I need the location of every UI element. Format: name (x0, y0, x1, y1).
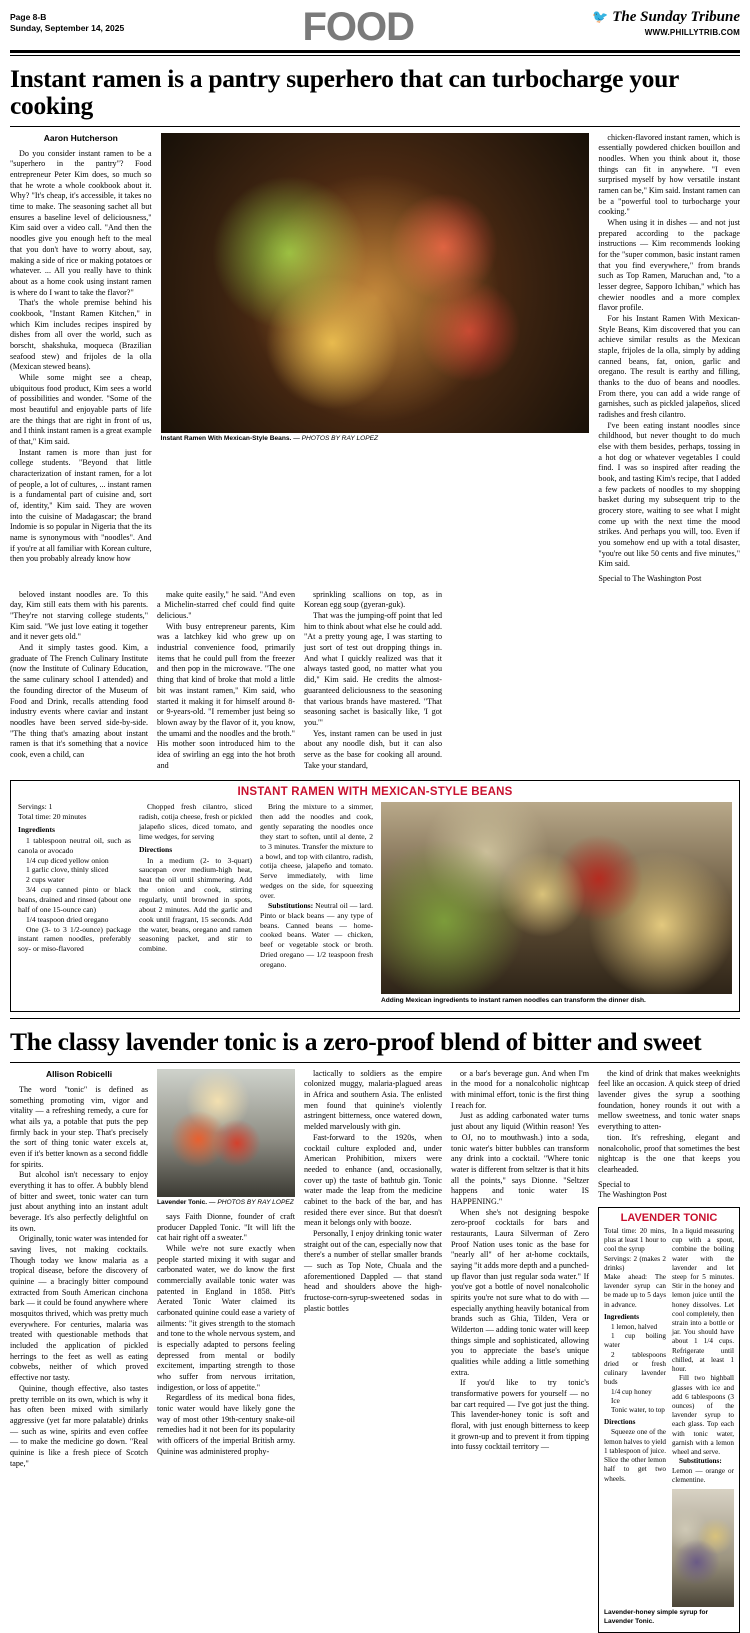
story1-photo-block (161, 133, 590, 585)
story2-col4 (451, 1069, 589, 1633)
page-label: Page 8-B (10, 12, 47, 22)
story1-caption (161, 433, 590, 444)
recipe-total-time: Total time: 20 minutes (18, 812, 87, 822)
masthead (10, 5, 740, 49)
paragraph: Quinine, though effective, also tastes pretty terrible on its own, which is why it has often been mixed with similarly aggressive (yet far more palatable) drinks — such as wine, spirits and even coffee — to make the medicine go down. "Real quinine is like a fresh piece of Scotch tape," (10, 1383, 148, 1468)
story2-col2-text (157, 1212, 295, 1457)
substitutions (260, 901, 373, 970)
tonic-make-ahead: Make ahead: The lavender syrup can be made up to 5 days in advance. (604, 1272, 666, 1309)
story2-col3 (304, 1069, 442, 1633)
paragraph: says Faith Dionne, founder of craft producer Dappled Tonic. "It will lift the cat hair right off a sweater." (157, 1211, 295, 1243)
story1-special-credit: Special to The Washington Post (598, 574, 702, 584)
story2-col1 (10, 1069, 148, 1633)
story1-lower-grid (10, 590, 740, 771)
masthead-right (592, 8, 740, 37)
tonic-servings: Servings: 2 (makes 2 drinks) (604, 1254, 666, 1272)
website-url[interactable]: WWW.PHILLYTRIB.COM (644, 28, 740, 37)
ingredient-item: 1/4 cup honey (611, 1387, 652, 1396)
paragraph: Instant ramen is more than just for college students. "Beyond that little characterization of instant ramen, for a lot of people, a lot of cultures, ... instant ramen is a fundamental part of cuisine and, sort of, identity," Kim said. They are woven into the cuisine of Madagascar; the brand Indomie is so popular in Nigeria that the its name is synonymous with "noodles". And if you're at all familiar with Korean culture, then you probably already know how (10, 447, 152, 564)
story1-photo (161, 133, 590, 433)
story2-headline: The classy lavender tonic is a zero-proof blend of bitter and sweet (10, 1027, 702, 1057)
paragraph: While we're not sure exactly when people started mixing it with sugar and carbonated water, we do know the first commercially available tonic water was patented in England in 1858. Pitt's Aerated Tonic Water claimed its carbonated quinine could ease a variety of ailments: "it gives strength to the stomach and tone to the whole nervous system, and is especially adapted to persons feeling depressed from mental or bodily excitement, imparting strength to those who suffer from nervous irritation, indigestion, or loss of appetite." (157, 1243, 295, 1392)
ingredient-item: Ice (611, 1396, 620, 1405)
paragraph: Fast-forward to the 1920s, when cocktail culture exploded and, under American Prohibition, mixers were needed to enhance (and, occasionally, cover up) the taste of bathtub gin. Tonic water made the leap from the medicine cabinet to the back of the bar, and has resided there ever since. But that doesn't mean it belongs only with booze. (304, 1132, 442, 1228)
recipe-inner (18, 802, 732, 1005)
tonic-col-1 (604, 1227, 666, 1607)
story1-top-grid (10, 133, 740, 585)
section-title-wrap (124, 5, 592, 49)
paragraph: Personally, I enjoy drinking tonic water straight out of the can, especially now that there's a number of stellar smaller brands — such as Top Note, Chuala and the aforementioned Dappled — that stand head and shoulders above the high-fructose-corn-syrup-sweetened sodas in plastic bottles (304, 1228, 442, 1313)
paragraph: For his Instant Ramen With Mexican-Style Beans, Kim discovered that you can achieve similar results as the Mexican staple, frijoles de la olla, simply by adding canned beans, fat, onion, garlic and oregano. The result is earthy and filling, thanks to the duo of beans and noodles. From there, you can add a wide range of garnishes, such as pickled jalapeños, sliced radishes and fresh cilantro. (598, 313, 741, 420)
tonic-total-time: Total time: 20 mins, plus at least 1 hour to cool the syrup (604, 1226, 666, 1254)
recipe-box-ramen (10, 780, 740, 1012)
story2-grid (10, 1069, 740, 1633)
recipe-col-2 (139, 802, 252, 1005)
tonic-photo (672, 1489, 734, 1607)
ingredient-item: One (3- to 3 1/2-ounce) package instant ramen noodles, preferably soy- or miso-flavored (18, 924, 131, 954)
paper-name: The Sunday Tribune (612, 9, 740, 25)
paragraph: Do you consider instant ramen to be a "superhero in the pantry"? Food entrepreneur Peter Kim does, so much so that he wrote a whole cookbook about it. Why? "It's cheap, it's accessible, it takes no time to make. The seasoning sachet all but ensures a baseline level of deliciousness," Kim said over a video call. "And then the noodles give you enough heft to the meal that you don't have to worry about, say, making a side of rice or making potatoes or whatever. ... All you really have to think about as a home cook using instant ramen is where do I want to take the flavor?" (10, 148, 152, 297)
paragraph: While some might see a cheap, ubiquitous food product, Kim sees a world of possibilities and wonder. "Some of the most beautiful and enjoyable parts of life are the things that are right in front of us, and I think instant ramen is a great example of that," Kim said. (10, 372, 152, 446)
paragraph: And it simply tastes good. Kim, a graduate of The French Culinary Institute (now the Institute of Culinary Education, the same culinary school I attended) and the founding director of the Museum of Food and Drink, recalls attending food industry events where caviar and instant noodles have been served side-by-side. "The thing that's amazing about instant ramen is that it's something that a novice cook, even a child, can (10, 643, 148, 759)
paragraph: lactically to soldiers as the empire colonized muggy, malaria-plagued areas in Africa and southern Asia. The enlisted men found that quinine's violently astringent bitterness, once watered down, melded marvelously with gin. (304, 1068, 442, 1132)
ingredient-item: 3/4 cup canned pinto or black beans, drained and rinsed (about one half of one 15-ounce can) (18, 885, 131, 914)
substitutions-label: Substitutions: (268, 900, 314, 910)
paragraph: That's the whole premise behind his cookbook, "Instant Ramen Kitchen," in which Kim includes recipes inspired by dishes from all over the world, such as borscht, shakshuka, moqueca (Brazilian seafood stew) and frijoles de la olla (Mexican stewed beans). (10, 298, 152, 372)
ingredient-item: 1 garlic clove, thinly sliced (26, 865, 109, 875)
story2-special-credit-1: Special to (598, 1179, 631, 1189)
story2-caption (157, 1197, 295, 1208)
paragraph: The word "tonic" is defined as something promoting vim, vigor and vitality — a refreshing remedy, a cure for what ails ya, a potable that puts the pep firmly back in your step. That's precisely the sort of thing tonic water excels at, even if it's better known as a second fiddle for spirits. (10, 1085, 148, 1169)
paragraph: sprinkling scallions on top, as in Korean egg soup (gyeran-guk). (304, 589, 442, 610)
paragraph: When she's not designing bespoke zero-proof cocktails for bars and restaurants, Laura Silverman of Zero Proof Nation uses tonic as the base for "nearly all" of her at-home cocktails, saying "it adds more depth and a punched-up flavor than just regular soda water." If you've got a bottle of novel nonalcoholic spirits you're not sure what to do with — especially anything heavily botanical from brands such as Ghia, Tilden, Vera or Wilderton — adding tonic water will keep things simple and sophisticated, allowing you to appreciate the base's unique qualities while adding a little something extra. (451, 1207, 589, 1377)
ingredient-item: Chopped fresh cilantro, sliced radish, cotija cheese, fresh or pickled jalapeño slices, diced tomato, and lime wedges, for serving (139, 802, 252, 841)
substitutions-text: Neutral oil — lard. Pinto or black beans — any type of beans. Canned beans — home-cooked beans. Water — chicken, beef or vegetable stock or broth. Dried oregano — 1/2 teaspoon fresh oregano. (260, 900, 373, 969)
story2-rule (10, 1062, 740, 1063)
tonic-substitutions (672, 1457, 734, 1485)
direction-step: Squeeze one of the lemon halves to yield 1 tablespoon of juice. Slice the other lemon half to get two wheels. (604, 1428, 666, 1483)
story2-figure (157, 1069, 295, 1208)
ingredient-item: Tonic water, to top (611, 1406, 665, 1415)
paragraph: But alcohol isn't necessary to enjoy everything it has to offer. A bubbly blend of bitter and sweet, tonic water can turn just about anything into an instant adult beverage. It's also perfectly delightful on its own. (10, 1170, 148, 1233)
story2-col5 (598, 1069, 740, 1633)
tonic-ingredients-heading: Ingredients (604, 1312, 640, 1321)
direction-step: In a liquid measuring cup with a spout, combine the boiling water with the lavender and let steep for 5 minutes. Stir in the honey and lemon juice until the honey dissolves. Let cool completely, then strain into a bottle or jar. You should have about 1 1/4 cups. Refrigerate until chilled, at least 1 hour. (672, 1226, 734, 1374)
story2-col2 (157, 1069, 295, 1633)
masthead-left (10, 8, 124, 35)
ingredient-item: 2 cups water (26, 875, 65, 885)
ingredient-item: 1 cup boiling water (604, 1332, 666, 1350)
paragraph: When using it in dishes — and not just prepared according to the package instructions — Kim recommends looking for the "super common, basic instant ramen that you find everywhere," from brands such as Top Ramen, Maruchan and, "to a lesser degree, Sapporo Ichiban," which has chewier noodles and a more complex flavor profile. (598, 217, 741, 313)
story1-lower-spacer2 (598, 590, 736, 771)
paragraph: Regardless of its medical bona fides, tonic water would have likely gone the way of most other 19th-century snake-oil remedies had it not been for its popularity with officers of the imperial British army. Quinine was administered prophy- (157, 1393, 295, 1456)
eagle-icon: 🐦 (592, 9, 609, 24)
masthead-rule (10, 50, 740, 53)
paragraph: tion. It's refreshing, elegant and nonalcoholic, proof that sometimes the best nightcap is the one that keeps you clearheaded. (598, 1132, 740, 1174)
photo-credit: — PHOTOS BY RAY LOPEZ (291, 435, 379, 443)
paragraph: Originally, tonic water was intended for saving lives, not making cocktails. Though today we know malaria as a tropical disease, before the discovery of quinine — a bracingly bitter compound extracted from South American cinchona bark — it could be found anywhere where mosquitos thrived, which was pretty much everywhere. For centuries, malaria was treated with questionable methods that included the application of pickled herrings to the feet as well as eating cobwebs, neither of which proved effective nor tasty. (10, 1234, 148, 1383)
paragraph: Just as adding carbonated water turns just about any liquid (Within reason! Yes to OJ, no to mouthwash.) into a soda, tonic water's bitter bubbles can transform any drink into a cocktail. "Where tonic water is different from seltzer is that it hits all the points," says Dionne. "Seltzer happens and tonic water IS HAPPENING." (451, 1111, 589, 1206)
paragraph: With busy entrepreneur parents, Kim was a latchkey kid who grew up on industrial convenience food, primarily items that he could pull from the freezer and then pop in the microwave. "The one thing that kind of broke that mold a little bit was instant ramen," Kim said, who started it making it for himself around 8- or 9-years-old. "I remember just being so blown away by the flavor of it, you know, the umami and the noodles and the broth." His mother soon introduced him to the idea of swirling an egg into the hot broth and (157, 621, 295, 770)
paragraph: Yes, instant ramen can be used in just about any noodle dish, but it can also serve as the base for cooking all around. Take your standard, (304, 728, 442, 770)
tonic-cols (604, 1227, 734, 1607)
story2-byline: Allison Robicelli (45, 1068, 113, 1079)
ingredient-item: 2 tablespoons dried or fresh culinary lavender buds (604, 1350, 666, 1387)
section-title: FOOD (302, 5, 414, 49)
paper-nameplate (592, 10, 740, 25)
paragraph: That was the jumping-off point that led him to think about what else he could add. "At a pretty young age, I was starting to just sort of test out dropping things in. And what I quickly realized was that it always tasted good, no matter what you did," Kim said. He credits the almost-guaranteed deliciousness to the seasoning that various brands have mastered. "That seasoning sachet is basically like, 'I got you.'" (304, 611, 442, 727)
story2-top-rule (10, 1018, 740, 1019)
story1-col4 (598, 133, 740, 585)
story1-figure (161, 133, 590, 444)
direction-step: Bring the mixture to a simmer, then add the noodles and cook, gently separating the noodles once they start to soften, until al dente, 2 to 3 minutes. Transfer the mixture to a bowl, and top with cilantro, radish, cotija cheese, jalapeño and tomato. Serve immediately, with lime wedges on the side, for squeezing over. (260, 802, 373, 900)
recipe-box-tonic (598, 1207, 740, 1633)
substitutions-text: Lemon — orange or clementine. (672, 1466, 734, 1484)
recipe-photo-caption: Adding Mexican ingredients to instant ramen noodles can transform the dinner dish. (381, 996, 646, 1004)
masthead-rule-thin (10, 55, 740, 56)
issue-date: Sunday, September 14, 2025 (10, 23, 125, 34)
story1-byline: Aaron Hutcherson (43, 132, 118, 143)
tonic-photo-caption: Lavender-honey simple syrup for Lavender Tonic. (604, 1609, 709, 1626)
tonic-recipe-title: LAVENDER TONIC (620, 1211, 718, 1224)
tonic-col-2 (672, 1227, 734, 1607)
ingredient-item: 1 lemon, halved (611, 1323, 658, 1332)
story2 (10, 1018, 740, 1632)
photo-credit: — PHOTOS BY RAY LOPEZ (207, 1199, 294, 1207)
tonic-directions-heading: Directions (604, 1418, 636, 1427)
caption-text: Instant Ramen With Mexican-Style Beans. (160, 435, 292, 443)
story1-lower-col2 (157, 590, 295, 771)
paragraph: the kind of drink that makes weeknights feel like an occasion. A quick steep of dried lavender gives the syrup a soothing foundation, honey rounds it out with a mellow sweetness, and tonic water snaps everything to atten- (598, 1068, 740, 1132)
recipe-col-3 (260, 802, 373, 1005)
recipe-photo (381, 802, 732, 994)
ingredient-item: 1/4 teaspoon dried oregano (26, 914, 109, 924)
story1-headline: Instant ramen is a pantry superhero that can turbocharge your cooking (10, 63, 679, 121)
story2-special-credit-2: The Washington Post (598, 1190, 667, 1200)
caption-text: Lavender Tonic. (157, 1199, 208, 1207)
recipe-col-1 (18, 802, 131, 1005)
recipe-photo-block (381, 802, 732, 1005)
story2-col5-text (598, 1069, 740, 1201)
substitutions-label: Substitutions: (679, 1457, 722, 1466)
paragraph: beloved instant noodles are. To this day, Kim still eats them with his parents. "They're not starving college students," Kim said. "We just love eating it together and it never gets old." (10, 589, 148, 642)
recipe-title: INSTANT RAMEN WITH MEXICAN-STYLE BEANS (237, 786, 513, 799)
ingredient-item: 1/4 cup diced yellow onion (26, 855, 109, 865)
paragraph: I've been eating instant noodles since childhood, but never thought to do much else with them besides, perhaps, tossing in a hot dog or whatever vegetables I could find. I was so inspired after reading the book, and tasting Kim's recipe, that I added a few packets of noodles to my shopping basket during my subsequent trip to the grocery store, waiting to see what I might come up with the next time the mood strikes. And perhaps you will, too. Even if you somehow end up with a total disaster, "you're out like 50 cents and five minutes," Kim said. (598, 420, 741, 569)
directions-heading: Directions (139, 844, 173, 854)
story1-rule (10, 126, 740, 127)
paragraph: chicken-flavored instant ramen, which is essentially powdered chicken bouillon and noodles. When you think about it, those things can fit in anywhere. "I even surprised myself by how versatile instant ramen can be," Kim said. Instant ramen can be a "powerful tool to turbocharge your cooking." (598, 132, 741, 217)
direction-step: In a medium (2- to 3-quart) saucepan over medium-high heat, heat the oil until shimmering. Add the onion and cook, stirring regularly, until browned in spots, about 2 minutes. Add the garlic and cook until fragrant, 15 seconds. Add the water, beans, oregano and ramen seasoning packet, and stir to combine. (139, 855, 252, 954)
ingredient-item: 1 tablespoon neutral oil, such as canola or avocado (18, 835, 131, 855)
ingredients-heading: Ingredients (18, 824, 55, 834)
story1-lower-spacer (451, 590, 589, 771)
paragraph: If you'd like to try tonic's transformative powers for yourself — no bar cart required — I've got just the thing. This lavender-honey tonic is soft and floral, with just enough bitterness to keep it grown-up and to prevent it from tipping into fussy cocktail territory — (451, 1378, 589, 1452)
story1-lower-col3 (304, 590, 442, 771)
story1-lower-col1 (10, 590, 148, 771)
paragraph: make quite easily," he said. "And even a Michelin-starred chef could find quite delicious." (157, 589, 295, 621)
recipe-servings: Servings: 1 (18, 802, 53, 812)
paragraph: or a bar's beverage gun. And when I'm in the mood for a nonalcoholic nightcap with minimal effort, tonic is the first thing I reach for. (451, 1068, 589, 1110)
direction-step: Fill two highball glasses with ice and add 6 tablespoons (3 ounces) of the lavender syrup to each glass. Top each with tonic water, garnish with a lemon wheel and serve. (672, 1374, 734, 1457)
story2-photo (157, 1069, 295, 1197)
story1-col1 (10, 133, 152, 585)
